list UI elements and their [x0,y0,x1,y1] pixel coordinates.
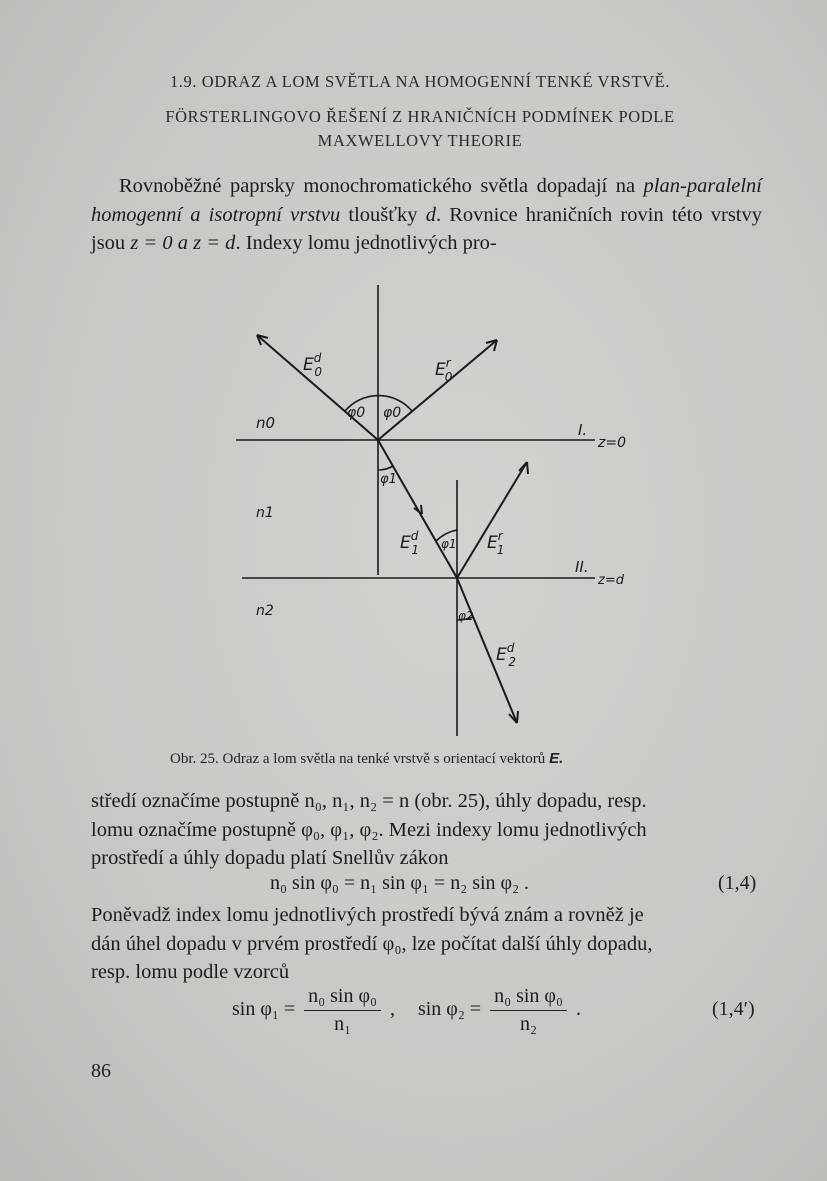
eq2-fraction2 [490,985,567,1036]
para2-line1: středí označíme postupně n₀, n₁, n₂ = n (obr. 25), úhly dopadu, resp. [91,790,647,812]
eq2-num2: n₀ sin φ₀ [490,985,567,1011]
para3-line3: resp. lomu podle vzorců [91,961,290,983]
eq2-separator: , [389,998,395,1021]
para1-var-d: d [425,203,436,226]
refracted-ray-layer [378,440,457,578]
label-zd: z=d [598,573,624,588]
label-phi0-right: φ0 [383,405,402,421]
eq2-lhs1: sin φ₁ = [232,998,296,1021]
section-heading-line2: FÖRSTERLINGOVO ŘEŠENÍ Z HRANIČNÍCH PODMÍNEK PODLE [165,107,675,126]
eq2-end: . [575,998,581,1021]
label-phi1-second: φ1 [441,537,457,551]
label-phi1-top: φ1 [380,472,397,487]
para1-text1: Rovnoběžné paprsky monochromatického světla dopadají na [119,175,644,197]
label-E1d: $E^d$ 1 [400,529,420,557]
label-E0d: $E^d$ 0 [303,351,323,379]
section-heading-line3: MAXWELLOVY THEORIE [317,131,523,150]
equation-number-1-4: (1,4) [718,872,757,894]
para1-italic1: plan- [643,175,687,197]
caption-vector-E: E. [549,750,564,767]
eq2-den1: n₁ [334,1013,352,1035]
equation-angles [232,985,581,1036]
para2-line2: lomu označíme postupně φ₀, φ₁, φ₂. Mezi indexy lomu jednotlivých [91,818,647,841]
paragraph-snell-usage [91,901,762,987]
label-E0r: $E^r$ 0 [435,356,453,384]
section-heading-line1: 1.9. ODRAZ A LOM SVĚTLA NA HOMOGENNÍ TENKÉ VRSTVĚ. [169,72,671,91]
eq2-fraction1 [304,985,381,1036]
paragraph-media [91,787,762,873]
eq2-num1: n₀ sin φ₀ [304,985,381,1011]
label-n0: n0 [256,414,276,432]
para1-text2: tloušťky [340,203,426,226]
eq2-den2: n₂ [520,1013,538,1035]
label-E1r: $E^r$ 1 [487,529,505,557]
label-phi2: φ2 [458,609,474,623]
para1-italic2: paralelní homogenní a isotropní vrstvu [91,175,762,226]
page-number: 86 [91,1060,111,1082]
figure-caption [170,750,730,768]
para3-line1: Poněvadž index lomu jednotlivých prostředí bývá znám a rovněž je [91,904,644,926]
para1-text4: . Indexy lomu jednotlivých pro- [235,232,497,254]
equation-number-1-4-prime: (1,4′) [712,998,755,1020]
angle-arc-phi1-top [378,466,393,470]
label-phi0-left: φ0 [347,405,366,421]
label-n1: n1 [256,505,274,521]
label-n2: n2 [256,603,274,619]
label-boundary-II: II. [575,558,589,576]
reflected-ray-II [457,462,527,578]
label-boundary-I: I. [578,421,588,439]
label-E2d: $E^d$ 2 [496,641,517,669]
reflected-ray [378,340,497,440]
eq2-lhs2: sin φ₂ = [417,998,482,1021]
para1-equations: z = 0 a z = d [130,232,236,254]
label-z0: z=0 [598,435,626,451]
para1-text3: . Rovnice hraničních rovin této vrstvy jsou [91,203,762,254]
para3-line2: dán úhel dopadu v prvém prostředí φ₀, lze počítat další úhly dopadu, [91,932,653,955]
caption-text: Obr. 25. Odraz a lom světla na tenké vrstvě s orientací vektorů [170,751,550,767]
equation-snell: n₀ sin φ₀ = n₁ sin φ₁ = n₂ sin φ₂ . [270,872,530,894]
para2-line3: prostředí a úhly dopadu platí Snellův zákon [91,847,449,869]
